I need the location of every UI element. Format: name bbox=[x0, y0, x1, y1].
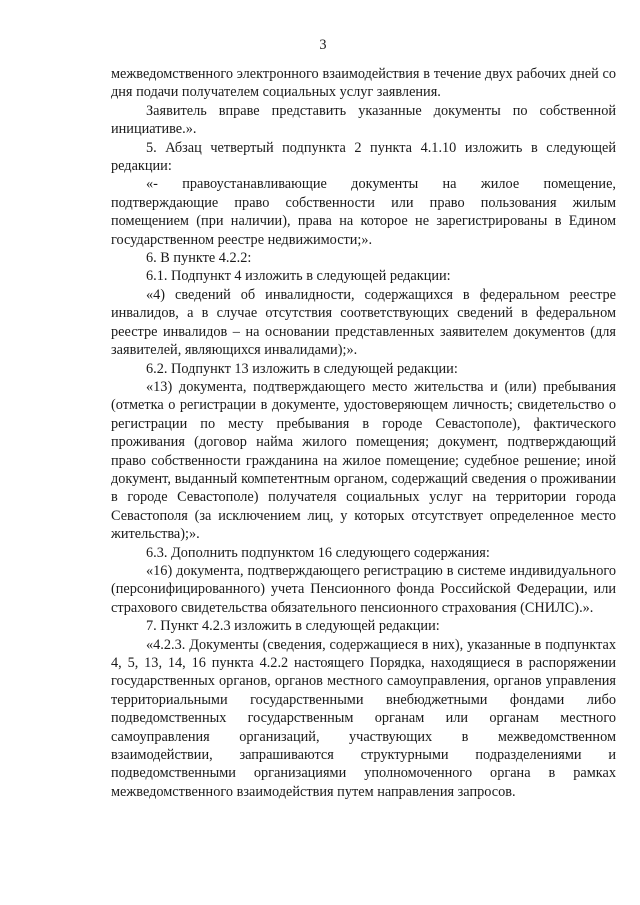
paragraph-item-6-1: 6.1. Подпункт 4 изложить в следующей редакции: bbox=[146, 268, 451, 285]
paragraph-item-6: 6. В пункте 4.2.2: bbox=[146, 250, 252, 267]
paragraph-item-6-3: 6.3. Дополнить подпунктом 16 следующего содержания: bbox=[146, 544, 490, 561]
paragraph-continuation: межведомственного электронного взаимодействия в течение двух рабочих дней со дня подачи получателем социальных услуг заявления. bbox=[111, 66, 616, 101]
paragraph-item-5-quote: «- правоустанавливающие документы на жилое помещение, подтверждающие право собственности или право пользования жилым помещением (при наличии), права на которое не зарегистрированы в Едином государственном реестре недвижимости;». bbox=[111, 176, 616, 248]
paragraph-item-6-3-quote: «16) документа, подтверждающего регистрацию в системе индивидуального (персонифицированного) учета Пенсионного фонда Российской Федерации, или страхового свидетельства обязательного пенсионного страхования (СНИЛС).». bbox=[111, 562, 616, 616]
document-body bbox=[111, 65, 616, 801]
paragraph-own-initiative: Заявитель вправе представить указанные документы по собственной инициативе.». bbox=[111, 102, 616, 138]
paragraph-item-6-2: 6.2. Подпункт 13 изложить в следующей редакции: bbox=[146, 360, 458, 377]
paragraph-item-6-1-quote: «4) сведений об инвалидности, содержащихся в федеральном реестре инвалидов, а в случае отсутствия соответствующих сведений в федеральном реестре инвалидов – на основании представленных заявителем документов (для заявителей, являющихся инвалидами);». bbox=[111, 286, 616, 359]
page-number: 3 bbox=[319, 37, 327, 53]
paragraph-item-7: 7. Пункт 4.2.3 изложить в следующей редакции: bbox=[146, 618, 440, 635]
paragraph-item-5: 5. Абзац четвертый подпункта 2 пункта 4.1.10 изложить в следующей редакции: bbox=[111, 139, 616, 175]
paragraph-item-6-2-quote: «13) документа, подтверждающего место жительства и (или) пребывания (отметка о регистрации в документе, удостоверяющем личность; свидетельство о регистрации по месту пребывания в городе Севастополе), фактического проживания (договор найма жилого помещения; документ, подтверждающий право собственности гражданина на жилое помещение; судебное решение; иной документ, выданный компетентным органом, содержащий сведения о проживании в городе Севастополе) получателя социальных услуг на территории города Севастополя (за исключением лиц, у которых отсутствует определенное место жительства);». bbox=[111, 378, 616, 543]
paragraph-item-7-quote: «4.2.3. Документы (сведения, содержащиеся в них), указанные в подпунктах 4, 5, 13, 14, 16 пункта 4.2.2 настоящего Порядка, находящиеся в распоряжении государственных органов, органов местного самоуправления, органов управления территориальными государственными внебюджетными фондами либо подведомственных государственным органам или органам местного самоуправления организаций, участвующих в межведомственном взаимодействии, запрашиваются структурными подразделениями и подведомственными организациями уполномоченного органа в рамках межведомственного взаимодействия путем направления запросов. bbox=[111, 636, 616, 800]
